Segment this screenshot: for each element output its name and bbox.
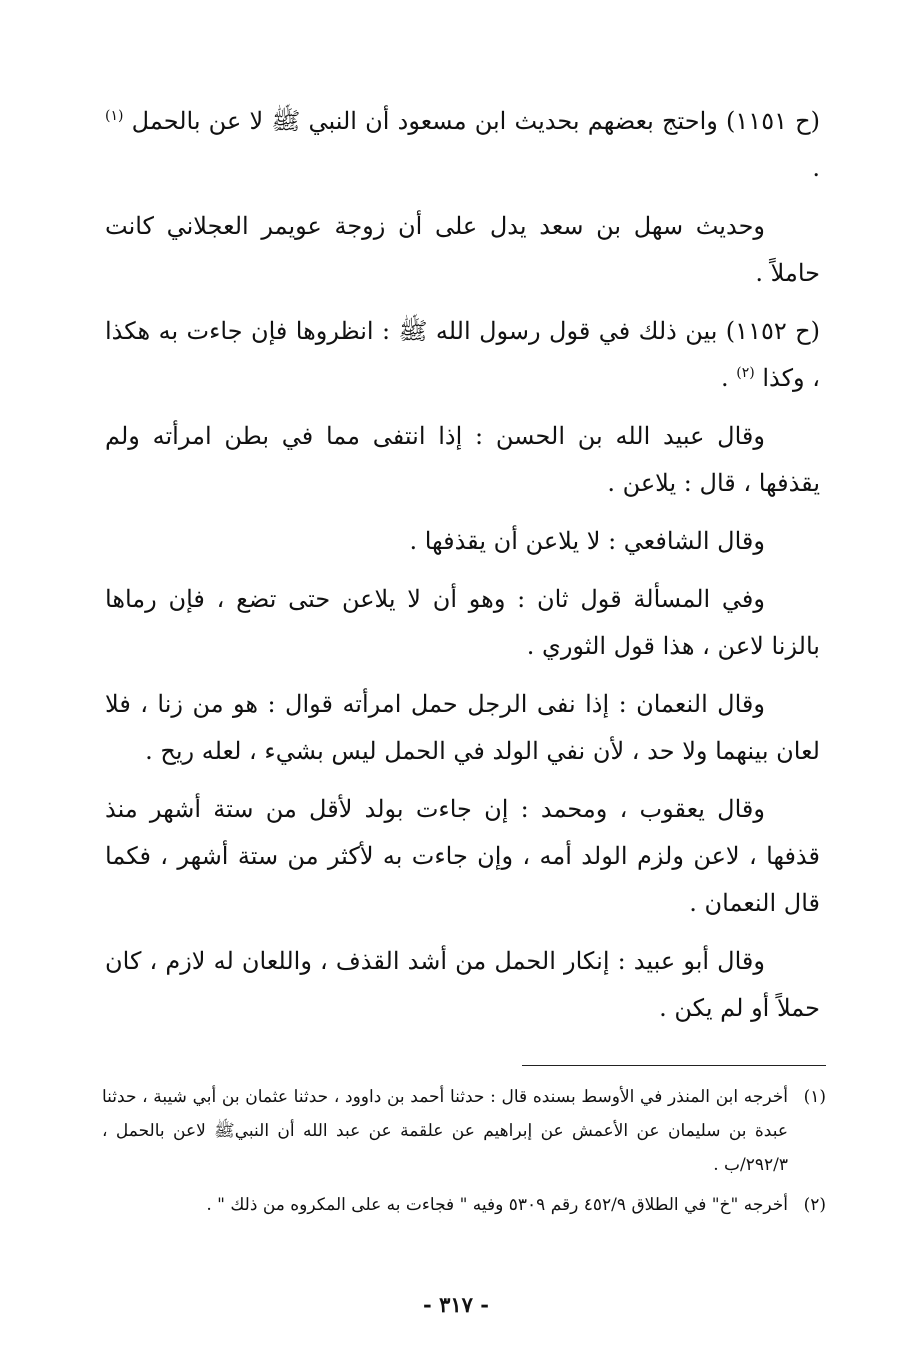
footnotes bbox=[102, 1080, 826, 1228]
paragraph-1 bbox=[105, 98, 820, 192]
paragraph-7 bbox=[105, 681, 820, 775]
paragraph-text: (ح ١١٥٢) بين ذلك في قول رسول الله ﷺ : انظروها فإن جاءت به هكذا ، وكذا bbox=[105, 317, 820, 392]
paragraph-text: وقال عبيد الله بن الحسن : إذا انتفى مما في بطن امرأته ولم يقذفها ، قال : يلاعن . bbox=[105, 422, 820, 497]
footnote-reference[interactable]: (٢) bbox=[736, 365, 755, 381]
footnote-2 bbox=[102, 1188, 826, 1222]
paragraph-text: وقال الشافعي : لا يلاعن أن يقذفها . bbox=[409, 527, 765, 555]
page-number: - ٣١٧ - bbox=[423, 1292, 489, 1317]
footnote-number: (٢) bbox=[803, 1195, 826, 1215]
paragraph-3 bbox=[105, 308, 820, 402]
footnote-reference[interactable]: (١) bbox=[105, 108, 124, 124]
paragraph-text: وقال أبو عبيد : إنكار الحمل من أشد القذف ، واللعان له لازم ، كان حملاً أو لم يكن . bbox=[105, 947, 820, 1022]
footnote-text: أخرجه ابن المنذر في الأوسط بسنده قال : حدثنا أحمد بن داوود ، حدثنا عثمان بن أبي شيبة ، حدثنا عبدة بن سليمان عن الأعمش عن إبراهيم عن علقمة عن عبد الله أن النبيﷺ لاعن بالحمل ، ٢٩٢/٣/ب . bbox=[102, 1087, 788, 1175]
paragraph-8 bbox=[105, 786, 820, 927]
footnote-number: (١) bbox=[803, 1087, 826, 1107]
paragraph-text: وقال يعقوب ، ومحمد : إن جاءت بولد لأقل من ستة أشهر منذ قذفها ، لاعن ولزم الولد أمه ، وإن جاءت به لأكثر من ستة أشهر ، فكما قال النعمان . bbox=[105, 795, 820, 917]
footnote-text: أخرجه "خ" في الطلاق ٤٥٢/٩ رقم ٥٣٠٩ وفيه " فجاءت به على المكروه من ذلك " . bbox=[206, 1195, 788, 1215]
paragraph-2 bbox=[105, 203, 820, 297]
main-text bbox=[105, 98, 820, 1043]
footnote-1 bbox=[102, 1080, 826, 1182]
paragraph-tail: . bbox=[812, 154, 820, 182]
paragraph-text: وحديث سهل بن سعد يدل على أن زوجة عويمر العجلاني كانت حاملاً . bbox=[105, 212, 820, 287]
paragraph-5 bbox=[105, 518, 820, 565]
paragraph-text: وفي المسألة قول ثان : وهو أن لا يلاعن حتى تضع ، فإن رماها بالزنا لاعن ، هذا قول الثوري . bbox=[105, 585, 820, 660]
footnote-divider bbox=[522, 1065, 826, 1066]
paragraph-6 bbox=[105, 576, 820, 670]
paragraph-4 bbox=[105, 413, 820, 507]
paragraph-9 bbox=[105, 938, 820, 1032]
paragraph-tail: . bbox=[720, 364, 737, 392]
paragraph-text: (ح ١١٥١) واحتج بعضهم بحديث ابن مسعود أن النبي ﷺ لا عن بالحمل bbox=[131, 107, 821, 135]
paragraph-text: وقال النعمان : إذا نفى الرجل حمل امرأته قوال : هو من زنا ، فلا لعان بينهما ولا حد ، لأن نفي الولد في الحمل ليس بشيء ، لعله ريح . bbox=[105, 690, 820, 765]
